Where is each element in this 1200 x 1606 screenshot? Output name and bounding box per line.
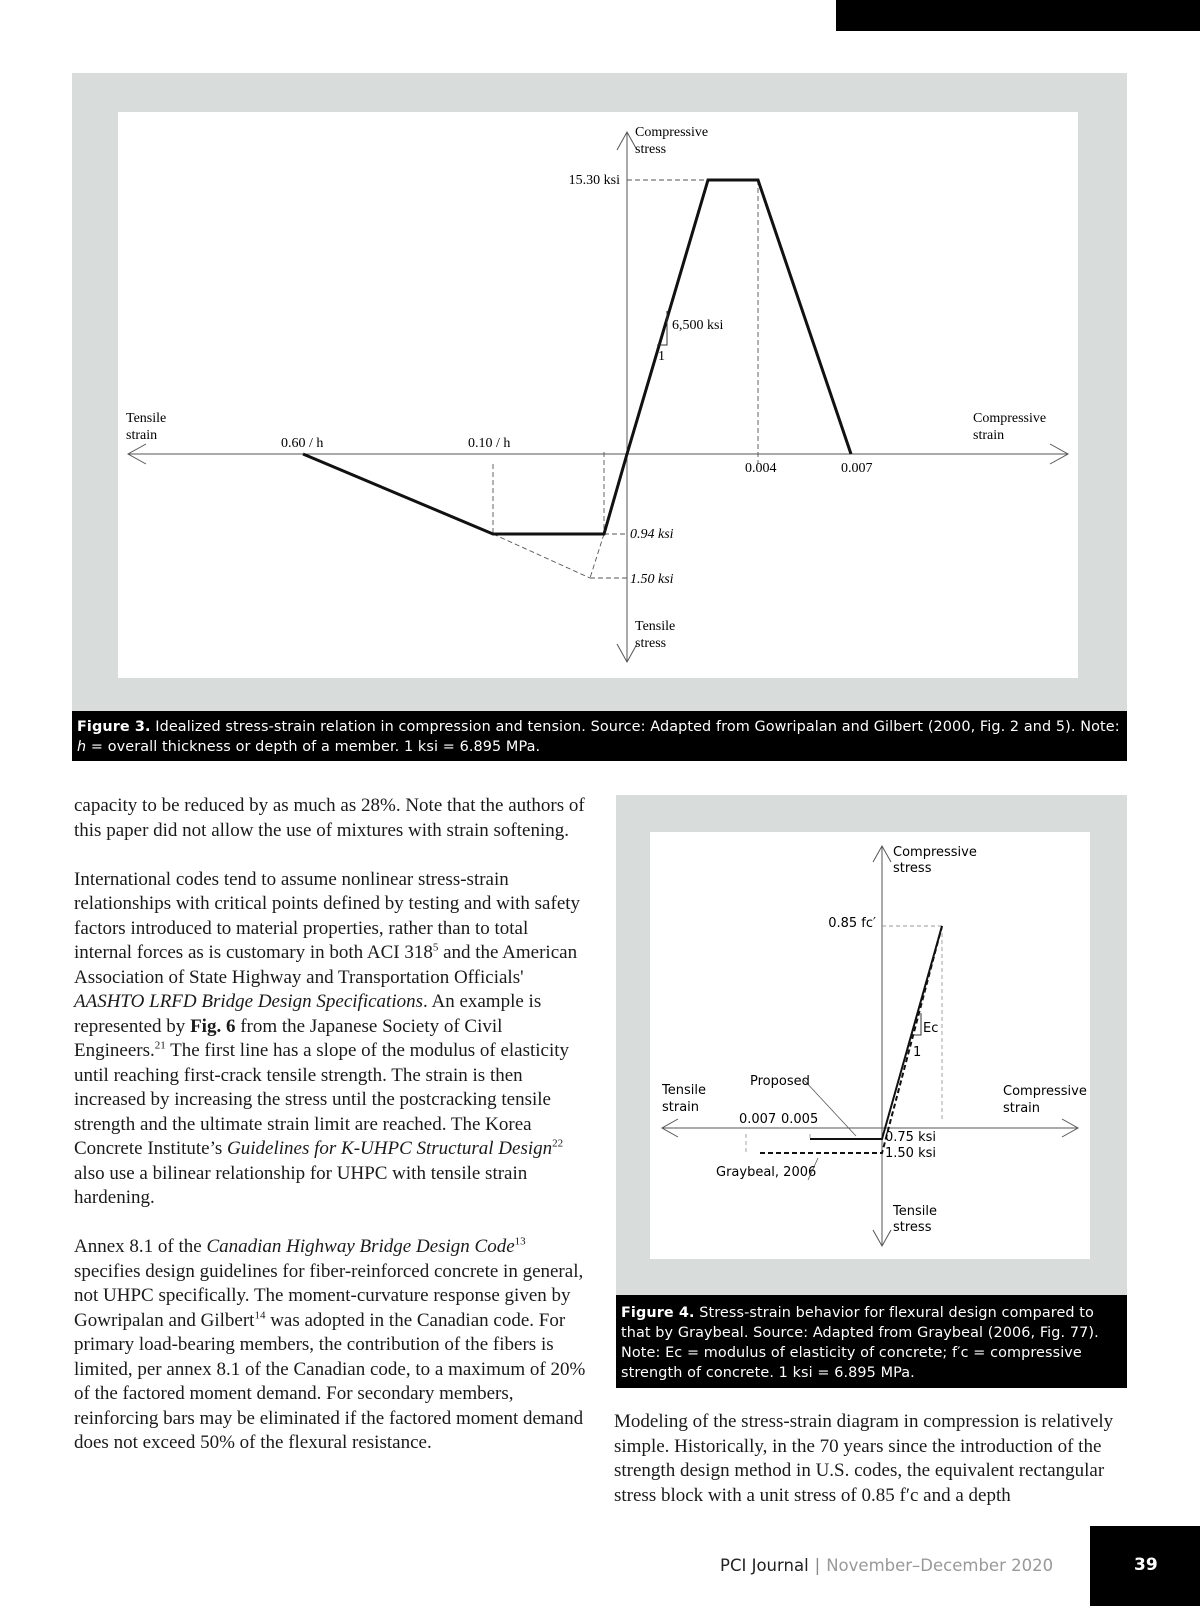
figure-4-plot	[650, 832, 1090, 1259]
canadian-code-title: Canadian Highway Bridge Design Code	[206, 1236, 515, 1257]
peak-stress-label: 15.30 ksi	[568, 173, 620, 188]
reference-22[interactable]: 22	[552, 1137, 564, 1150]
stress-094-label: 0.94 ksi	[630, 527, 674, 542]
issue-date: November–December 2020	[826, 1556, 1054, 1575]
ideal-descent-guide	[493, 534, 590, 578]
right-column	[614, 1410, 1126, 1533]
tensile-strain-label-2: strain	[662, 1100, 700, 1115]
slope-unit-label: 1	[658, 349, 665, 364]
stress-150-label: 1.50 ksi	[885, 1146, 936, 1161]
footer-separator: |	[814, 1556, 821, 1575]
journal-name: PCI Journal	[720, 1556, 809, 1575]
stress-075-label: 0.75 ksi	[885, 1130, 936, 1145]
p2-text-b: and the American Association of State Highway and Transportation Officials'	[74, 942, 578, 988]
paragraph-1: capacity to be reduced by as much as 28%. Note that the authors of this paper did not allow the use of mixtures with strain softening.	[74, 795, 585, 841]
aashto-title: AASHTO LRFD Bridge Design Specifications	[74, 991, 424, 1012]
tensile-strain-label-1: Tensile	[126, 411, 167, 426]
reference-13[interactable]: 13	[514, 1235, 526, 1248]
tensile-strain-label-2: strain	[126, 428, 158, 443]
compressive-strain-label-2: strain	[973, 428, 1005, 443]
tensile-stress-label-2: stress	[893, 1220, 932, 1235]
paragraph-2	[74, 868, 586, 1211]
fig-6-reference[interactable]: Fig. 6	[190, 1015, 236, 1037]
tensile-stress-label-2: stress	[635, 636, 667, 651]
strain-0007-label: 0.007	[841, 461, 873, 476]
figure-4-diagram	[650, 832, 1090, 1259]
ec-label: Ec	[923, 1021, 939, 1036]
strain-010-label: 0.10 / h	[468, 436, 511, 451]
tensile-stress-label-1: Tensile	[893, 1204, 937, 1219]
compressive-stress-label-1: Compressive	[635, 125, 709, 140]
reference-21[interactable]: 21	[154, 1039, 166, 1052]
tensile-strain-label-1: Tensile	[662, 1083, 706, 1098]
figure-4-caption	[616, 1295, 1127, 1388]
p3-text-a: Annex 8.1 of the	[74, 1236, 202, 1257]
figure-3	[72, 73, 1127, 761]
footer	[720, 1556, 1053, 1575]
p2-text-a: International codes tend to assume nonlinear stress-strain relationships with critical points defined by testing and with safety factors introduced to material properties, rather than to total internal forces as is customary in both ACI 318	[74, 868, 581, 963]
p2-text-f: also use a bilinear relationship for UHPC with tensile strain hardening.	[74, 1162, 528, 1208]
proposed-label: Proposed	[750, 1074, 810, 1089]
stress-strain-curve	[303, 180, 851, 534]
ideal-ascent-guide	[590, 534, 604, 578]
header-bar	[836, 0, 1200, 31]
figure-4-caption-label: Figure 4.	[621, 1305, 695, 1321]
kuhpc-title: Guidelines for K-UHPC Structural Design	[227, 1138, 553, 1159]
compressive-strain-label-1: Compressive	[973, 411, 1047, 426]
p2-text-d: from the Japanese Society of Civil Engineers.	[74, 1015, 503, 1061]
left-column	[74, 794, 586, 1480]
stress-150-label: 1.50 ksi	[630, 572, 674, 587]
fc-label: 0.85 fc′	[828, 916, 876, 931]
figure-4-caption-text: Stress-strain behavior for flexural design compared to that by Graybeal. Source: Adapted from Graybeal (2006, Fig. 77). Note: Ec = modulus of elasticity of concrete; f′c = compressive strength of concrete. 1 ksi = 6.895 MPa.	[621, 1305, 1099, 1381]
figure-3-caption-tail: = overall thickness or depth of a member. 1 ksi = 6.895 MPa.	[90, 739, 541, 755]
p2-text-c: . An example is represented by	[74, 991, 542, 1037]
compressive-strain-label-2: strain	[1003, 1101, 1041, 1116]
figure-3-plot	[118, 112, 1078, 678]
modulus-label: 6,500 ksi	[672, 318, 724, 333]
strain-0007-label: 0.007	[739, 1112, 777, 1127]
reference-14[interactable]: 14	[254, 1309, 266, 1322]
strain-0005-label: 0.005	[781, 1112, 819, 1127]
page-number-box	[1090, 1526, 1200, 1606]
tensile-stress-label-1: Tensile	[635, 619, 676, 634]
reference-5[interactable]: 5	[432, 941, 439, 954]
p3-text-b: specifies design guidelines for fiber-reinforced concrete in general, not UHPC specifically. The moment-curvature response given by Gowripalan and Gilbert	[74, 1260, 584, 1331]
figure-3-caption-text: Idealized stress-strain relation in compression and tension. Source: Adapted from Gowripalan and Gilbert (2000, Fig. 2 and 5). Note:	[155, 719, 1120, 735]
paragraph-3	[74, 1235, 586, 1456]
paragraph-right-1: Modeling of the stress-strain diagram in compression is relatively simple. Historically, in the 70 years since the introduction of the strength design method in U.S. codes, the equivalent rectangular stress block with a unit stress of 0.85 f′c and a depth	[614, 1411, 1114, 1506]
compressive-stress-label-2: stress	[893, 861, 932, 876]
strain-060-label: 0.60 / h	[281, 436, 324, 451]
strain-0004-label: 0.004	[745, 461, 777, 476]
p2-text-e: The first line has a slope of the modulus of elasticity until reaching first-crack tensile strength. The strain is then increased by increasing the stress until the postcracking tensile strength and the ultimate strain limit are reached. The Korea Concrete Institute’s	[74, 1040, 570, 1159]
compressive-strain-label-1: Compressive	[1003, 1084, 1087, 1099]
figure-3-diagram	[118, 112, 1078, 678]
figure-3-caption	[72, 711, 1127, 761]
page-number: 39	[1134, 1555, 1158, 1575]
figure-3-caption-label: Figure 3.	[77, 719, 151, 735]
figure-4	[616, 795, 1127, 1388]
figure-3-caption-var: h	[77, 739, 87, 755]
p3-text-c: was adopted in the Canadian code. For primary load-bearing members, the contribution of the fibers is limited, per annex 8.1 of the Canadian code, to a maximum of 20% of the factored moment demand. For secondary members, reinforcing bars may be eliminated if the factored moment demand does not exceed 50% of the flexural resistance.	[74, 1309, 586, 1453]
graybeal-label: Graybeal, 2006	[716, 1165, 817, 1180]
slope-unit-label: 1	[913, 1045, 922, 1060]
compressive-stress-label-2: stress	[635, 142, 667, 157]
compressive-stress-label-1: Compressive	[893, 845, 977, 860]
